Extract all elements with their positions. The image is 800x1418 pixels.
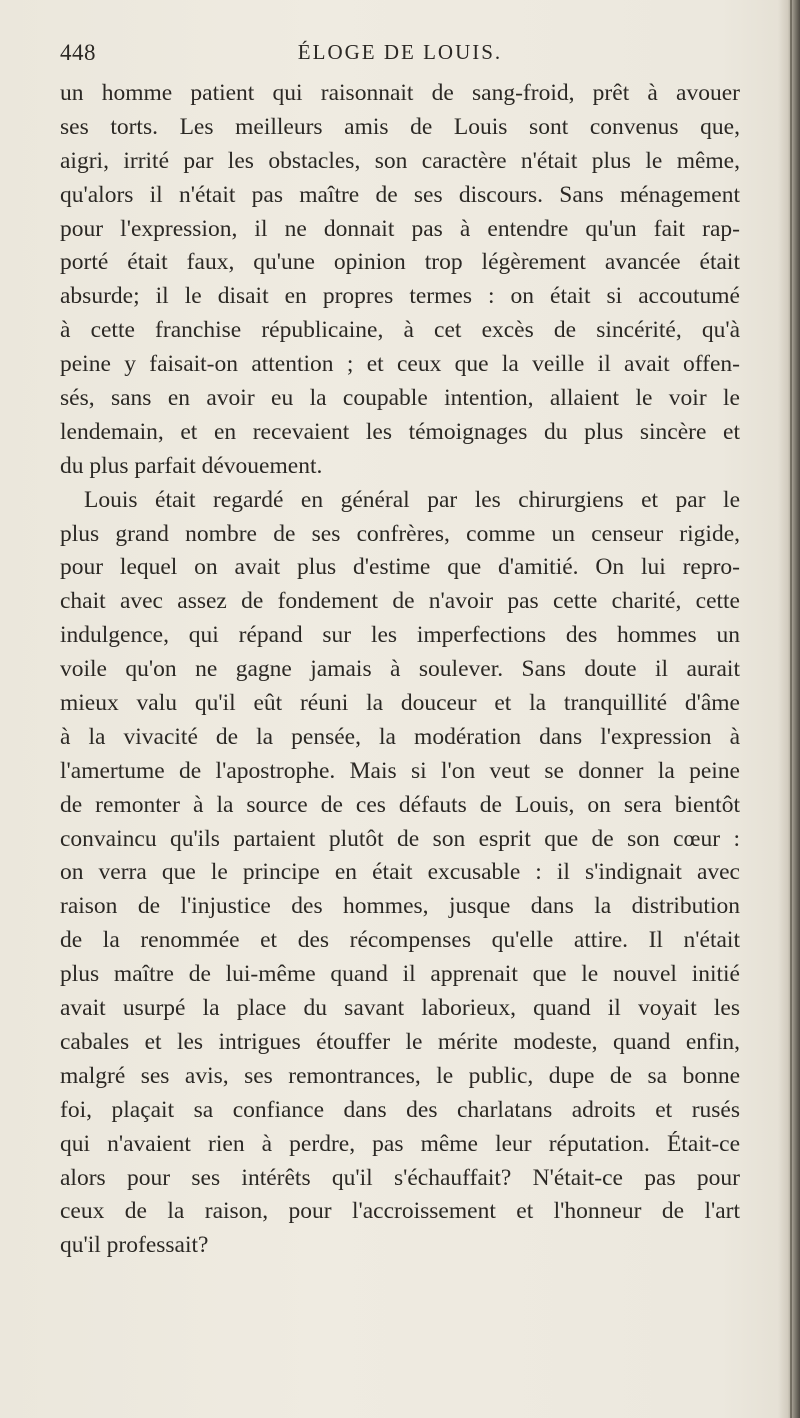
text-line: cabales et les intrigues étouffer le mérite modeste, quand enfin,	[60, 1028, 740, 1055]
text-line: avait usurpé la place du savant laborieux, quand il voyait les	[60, 995, 740, 1022]
text-line: ceux de la raison, pour l'accroissement et l'honneur de l'art	[60, 1198, 740, 1225]
text-line: à cette franchise républicaine, à cet excès de sincérité, qu'à	[60, 317, 740, 344]
text-line: convaincu qu'ils partaient plutôt de son esprit que de son cœur :	[60, 825, 740, 852]
text-line: Louis était regardé en général par les chirurgiens et par le	[84, 486, 740, 513]
text-line: lendemain, et en recevaient les témoignages du plus sincère et	[60, 418, 740, 445]
text-line: chait avec assez de fondement de n'avoir pas cette charité, cette	[60, 588, 740, 615]
text-line: ses torts. Les meilleurs amis de Louis sont convenus que,	[60, 113, 740, 140]
text-line: foi, plaçait sa confiance dans des charlatans adroits et rusés	[60, 1096, 740, 1123]
text-line: l'amertume de l'apostrophe. Mais si l'on veut se donner la peine	[60, 757, 740, 784]
text-line: sés, sans en avoir eu la coupable intention, allaient le voir le	[60, 385, 740, 412]
text-line: absurde; il le disait en propres termes : on était si accoutumé	[60, 283, 740, 310]
text-line: raison de l'injustice des hommes, jusque dans la distribution	[60, 893, 740, 920]
text-line: plus grand nombre de ses confrères, comme un censeur rigide,	[60, 520, 740, 547]
text-line: porté était faux, qu'une opinion trop légèrement avancée était	[60, 249, 740, 276]
text-line: mieux valu qu'il eût réuni la douceur et la tranquillité d'âme	[60, 690, 740, 717]
text-line: indulgence, qui répand sur les imperfections des hommes un	[60, 622, 740, 649]
text-line: de remonter à la source de ces défauts de Louis, on sera bientôt	[60, 791, 740, 818]
page-number: 448	[60, 40, 96, 65]
page-header	[60, 40, 740, 74]
text-line: aigri, irrité par les obstacles, son caractère n'était plus le même,	[60, 147, 740, 174]
text-line: plus maître de lui-même quand il apprenait que le nouvel initié	[60, 961, 740, 988]
body-text	[60, 77, 740, 1263]
text-line: de la renommée et des récompenses qu'elle attire. Il n'était	[60, 927, 740, 954]
text-line: pour l'expression, il ne donnait pas à entendre qu'un fait rap-	[60, 215, 740, 242]
text-line: alors pour ses intérêts qu'il s'échauffait? N'était-ce pas pour	[60, 1164, 740, 1191]
text-line: on verra que le principe en était excusable : il s'indignait avec	[60, 859, 740, 886]
text-line: qui n'avaient rien à perdre, pas même leur réputation. Était-ce	[60, 1130, 740, 1157]
text-line: qu'alors il n'était pas maître de ses discours. Sans ménagement	[60, 181, 740, 208]
text-line: peine y faisait-on attention ; et ceux que la veille il avait offen-	[60, 351, 740, 378]
text-line: voile qu'on ne gagne jamais à soulever. Sans doute il aurait	[60, 656, 740, 683]
text-line: malgré ses avis, ses remontrances, le public, dupe de sa bonne	[60, 1062, 740, 1089]
text-line: un homme patient qui raisonnait de sang-froid, prêt à avouer	[60, 80, 740, 106]
text-line: qu'il professait?	[60, 1232, 209, 1259]
text-line: pour lequel on avait plus d'estime que d'amitié. On lui repro-	[60, 554, 740, 581]
running-title: ÉLOGE DE LOUIS.	[297, 40, 503, 64]
text-line: à la vivacité de la pensée, la modération dans l'expression à	[60, 723, 740, 750]
page-edge-line	[790, 0, 792, 1418]
page-edge-shadow	[778, 0, 800, 1418]
text-line: du plus parfait dévouement.	[60, 452, 323, 479]
